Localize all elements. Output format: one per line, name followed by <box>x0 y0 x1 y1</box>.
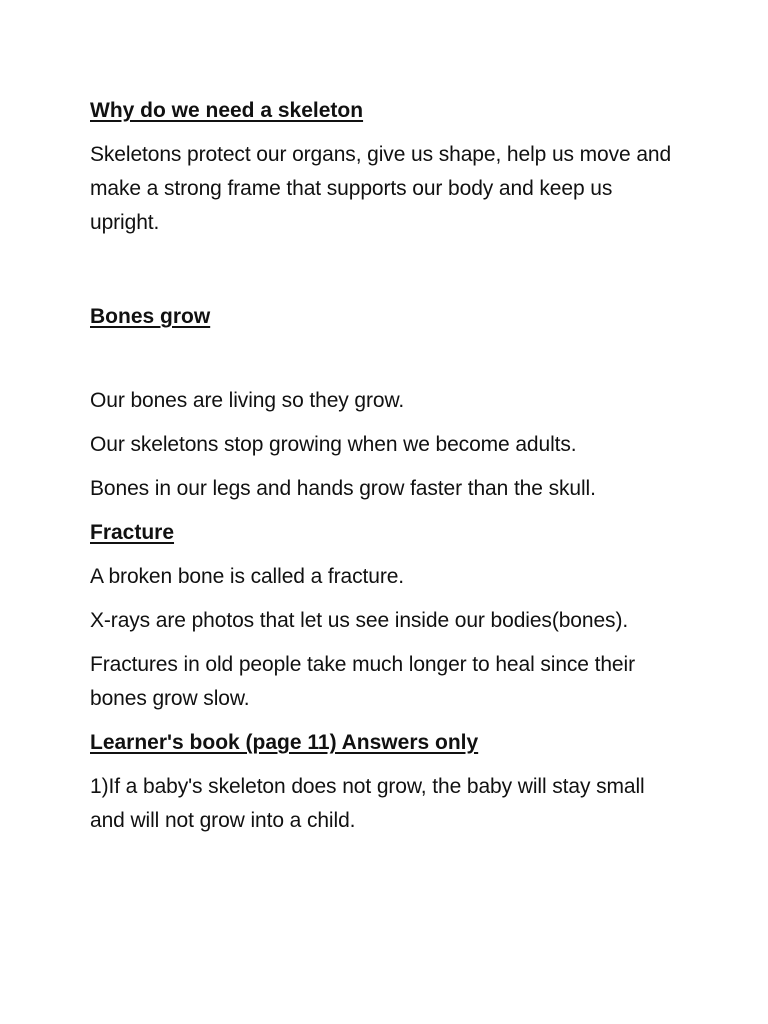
paragraph-xrays: X-rays are photos that let us see inside our bodies(bones). <box>90 609 629 632</box>
heading-learners-book: Learner's book (page 11) Answers only <box>90 731 479 754</box>
paragraph-broken-bone: A broken bone is called a fracture. <box>90 565 405 588</box>
paragraph-fractures-old-people: Fractures in old people take much longer to heal since their bones grow slow. <box>90 653 635 710</box>
paragraph-bones-living: Our bones are living so they grow. <box>90 389 405 412</box>
paragraph-skeletons-stop: Our skeletons stop growing when we become adults. <box>90 433 577 456</box>
heading-bones-grow: Bones grow <box>90 305 211 328</box>
document-body <box>90 94 680 838</box>
paragraph-bones-legs-hands: Bones in our legs and hands grow faster than the skull. <box>90 477 596 500</box>
heading-why-skeleton: Why do we need a skeleton <box>90 99 364 122</box>
paragraph-answer-1: 1)If a baby's skeleton does not grow, the baby will stay small and will not grow into a child. <box>90 775 645 832</box>
heading-fracture: Fracture <box>90 521 175 544</box>
paragraph-skeleton-purpose: Skeletons protect our organs, give us shape, help us move and make a strong frame that supports our body and keep us upright. <box>90 143 672 234</box>
